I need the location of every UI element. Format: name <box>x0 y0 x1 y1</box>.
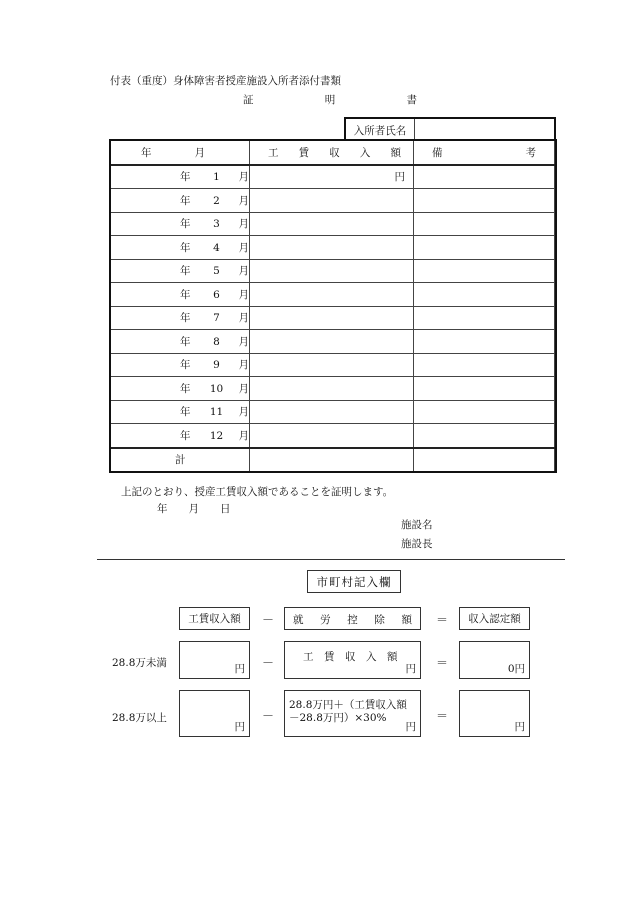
facility-head-label: 施設長 <box>401 538 433 550</box>
remarks-cell[interactable] <box>414 259 555 283</box>
document-heading: 証 明 書 <box>243 94 417 106</box>
income-cell[interactable] <box>250 330 414 354</box>
income-cell[interactable] <box>250 424 414 448</box>
row2-result-field[interactable]: 円 <box>459 690 530 737</box>
row1-label: 28.8万未満 <box>112 657 167 669</box>
income-cell[interactable] <box>250 400 414 424</box>
table-row <box>111 259 555 283</box>
table-row <box>111 236 555 260</box>
month-cell: 年 3 月 <box>111 212 250 236</box>
month-cell: 年 9 月 <box>111 353 250 377</box>
resident-name-field[interactable] <box>415 119 554 141</box>
row1-deduction-field[interactable]: 工 賃 収 入 額 円 <box>284 641 421 679</box>
table-row <box>111 330 555 354</box>
table-row <box>111 189 555 213</box>
income-cell[interactable] <box>250 377 414 401</box>
income-cell[interactable] <box>250 353 414 377</box>
month-cell: 年 5 月 <box>111 259 250 283</box>
total-row <box>111 448 555 472</box>
table-row <box>111 212 555 236</box>
row2-deduction-field[interactable]: 28.8万円＋（工賃収入額 －28.8万円）×30% 円 <box>284 690 421 737</box>
income-table <box>110 140 555 472</box>
total-income-cell[interactable] <box>250 448 414 472</box>
remarks-cell[interactable] <box>414 236 555 260</box>
remarks-cell[interactable] <box>414 330 555 354</box>
table-row <box>111 424 555 448</box>
section-divider <box>97 559 565 560</box>
equals-sign: ＝ <box>436 656 449 670</box>
month-cell: 年 11 月 <box>111 400 250 424</box>
month-cell: 年 6 月 <box>111 283 250 307</box>
remarks-cell[interactable] <box>414 165 555 189</box>
month-cell: 年 4 月 <box>111 236 250 260</box>
city-section-title: 市町村記入欄 <box>307 570 401 593</box>
total-remarks-cell[interactable] <box>414 448 555 472</box>
remarks-cell[interactable] <box>414 306 555 330</box>
table-row <box>111 353 555 377</box>
date-line: 年 月 日 <box>157 503 231 515</box>
income-cell[interactable] <box>250 189 414 213</box>
remarks-cell[interactable] <box>414 283 555 307</box>
minus-sign: － <box>262 656 275 670</box>
month-cell: 年 1 月 <box>111 165 250 189</box>
remarks-cell[interactable] <box>414 189 555 213</box>
equals-sign: ＝ <box>436 709 449 723</box>
income-cell[interactable] <box>250 259 414 283</box>
header-income: 工 賃 収 入 額 <box>250 141 414 165</box>
remarks-cell[interactable] <box>414 212 555 236</box>
header-certified-amount: 収入認定額 <box>459 607 530 630</box>
table-row <box>111 306 555 330</box>
table-row <box>111 377 555 401</box>
table-header-row <box>111 141 555 165</box>
remarks-cell[interactable] <box>414 400 555 424</box>
month-cell: 年 2 月 <box>111 189 250 213</box>
table-row <box>111 400 555 424</box>
remarks-cell[interactable] <box>414 424 555 448</box>
row1-result-field[interactable]: 0円 <box>459 641 530 679</box>
form-title: 付表（重度）身体障害者授産施設入所者添付書類 <box>110 75 341 87</box>
minus-sign: － <box>262 709 275 723</box>
month-cell: 年 10 月 <box>111 377 250 401</box>
minus-sign: － <box>262 613 275 627</box>
remarks-cell[interactable] <box>414 377 555 401</box>
month-cell: 年 12 月 <box>111 424 250 448</box>
income-cell[interactable] <box>250 236 414 260</box>
remarks-cell[interactable] <box>414 353 555 377</box>
income-cell[interactable] <box>250 283 414 307</box>
facility-name-label: 施設名 <box>401 519 433 531</box>
income-cell[interactable]: 円 <box>250 165 414 189</box>
income-cell[interactable] <box>250 306 414 330</box>
header-deduction: 就 労 控 除 額 <box>284 607 421 630</box>
row1-income-field[interactable]: 円 <box>179 641 250 679</box>
table-row <box>111 165 555 189</box>
month-cell: 年 7 月 <box>111 306 250 330</box>
header-income-amount: 工賃収入額 <box>179 607 250 630</box>
row2-income-field[interactable]: 円 <box>179 690 250 737</box>
resident-name-box <box>344 117 556 141</box>
total-label: 計 <box>111 448 250 472</box>
month-cell: 年 8 月 <box>111 330 250 354</box>
header-month: 年 月 <box>111 141 250 165</box>
resident-name-label: 入所者氏名 <box>346 119 415 141</box>
table-row <box>111 283 555 307</box>
header-remarks: 備 考 <box>414 141 555 165</box>
equals-sign: ＝ <box>436 613 449 627</box>
income-cell[interactable] <box>250 212 414 236</box>
row2-label: 28.8万以上 <box>112 712 167 724</box>
certification-statement: 上記のとおり、授産工賃収入額であることを証明します。 <box>121 486 394 498</box>
